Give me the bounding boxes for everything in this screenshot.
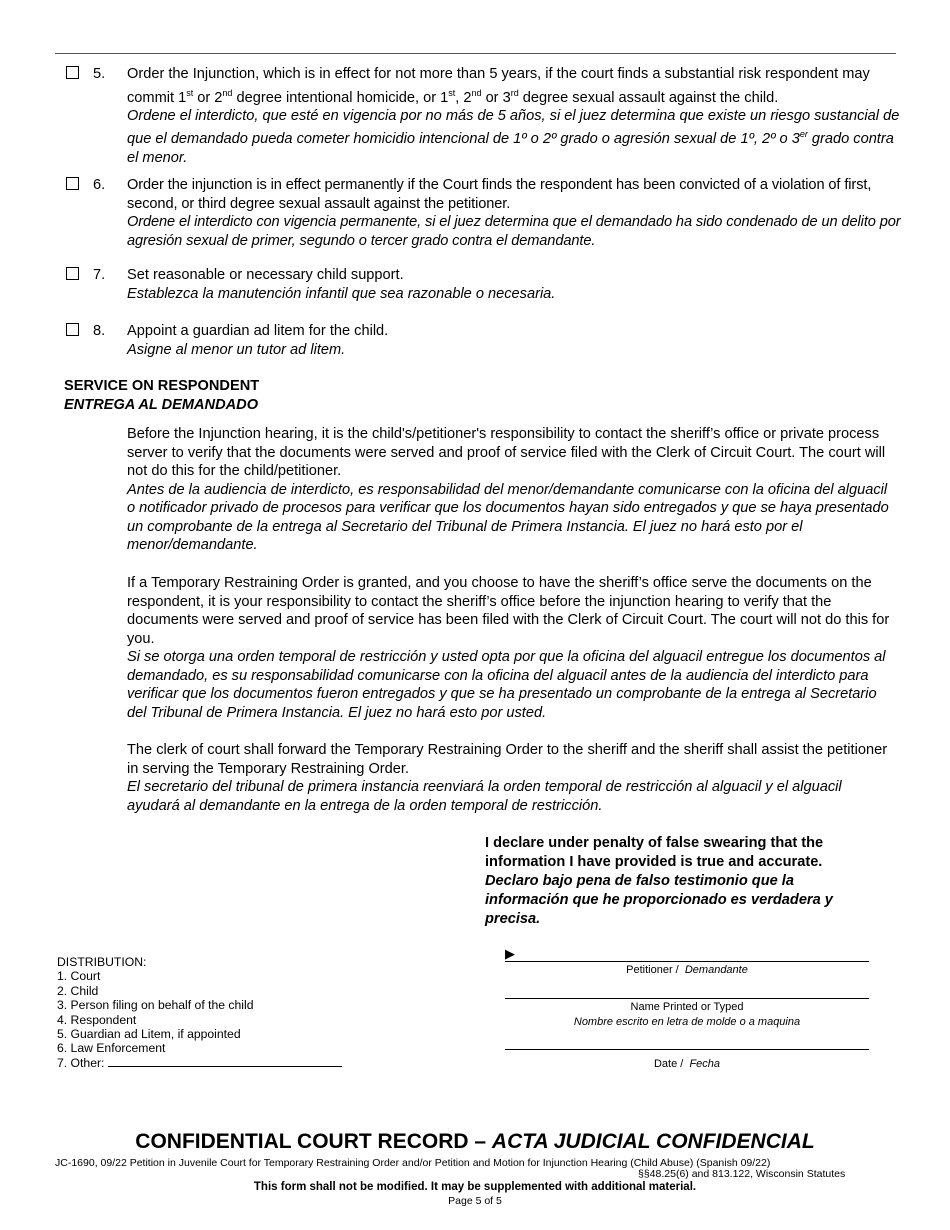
- declaration: [485, 834, 880, 929]
- item-5-text-en: Order the Injunction, which is in effect for not more than 5 years, if the court finds a substantial risk respondent may commit 1st or 2nd degree intentional homicide, or 1st, 2nd or 3rd degree sexual assault against the child.: [127, 66, 870, 106]
- service-paragraph-2-es: Si se otorga una orden temporal de restricción y usted opta por que la oficina del alguacil entregue los documentos al demandado, es su responsabilidad comunicarse con la oficina del alguacil antes de la audiencia del interdicto para verificar que los documentos fueron entregados y que se ha presentado un comprobante de la entrega al Secretario del Tribunal de Primera Instancia. El juez no hará esto por usted.: [127, 649, 886, 721]
- confidential-record-title: CONFIDENTIAL COURT RECORD – ACTA JUDICIAL CONFIDENCIAL: [135, 1130, 815, 1153]
- form-identifier: JC-1690, 09/22 Petition in Juvenile Court for Temporary Restraining Order and/or Petition and Motion for Injunction Hearing (Child Abuse) (Spanish 09/22): [55, 1157, 771, 1169]
- distribution-item: 2. Child: [57, 983, 99, 998]
- service-paragraph-2: [127, 574, 892, 722]
- signature-arrow-icon: ▶: [505, 946, 515, 961]
- item-8-text-en: Appoint a guardian ad litem for the child.: [127, 323, 389, 339]
- date-line[interactable]: [505, 1049, 869, 1050]
- item-7-checkbox[interactable]: [66, 267, 79, 280]
- declaration-en: I declare under penalty of false swearing that the information I have provided is true and accurate.: [485, 835, 824, 870]
- item-5-text-es: Ordene el interdicto, que esté en vigencia por no más de 5 años, si el juez determina que existe un riesgo sustancial de que el demandado pueda cometer homicidio intencional de 1º o 2º grado o agresión sexual de 1º, 2º o 3er grado contra el menor.: [127, 107, 900, 166]
- service-paragraph-3-en: The clerk of court shall forward the Temporary Restraining Order to the sheriff and the sheriff shall assist the petitioner in serving the Temporary Restraining Order.: [127, 742, 888, 777]
- item-7-text-es: Establezca la manutención infantil que sea razonable o necesaria.: [127, 285, 556, 302]
- service-heading-es: ENTREGA AL DEMANDADO: [64, 397, 259, 413]
- service-paragraph-2-en: If a Temporary Restraining Order is granted, and you choose to have the sheriff’s office serve the documents on the respondent, it is your responsibility to contact the sheriff’s office before the injunction hearing to verify that the documents were served and proof of service has been filed with the Clerk of Circuit Court. The court will not do this for you.: [127, 575, 890, 647]
- service-heading-en: SERVICE ON RESPONDENT: [64, 378, 260, 394]
- distribution-item: 6. Law Enforcement: [57, 1041, 166, 1056]
- distribution-other: 7. Other:: [57, 1056, 357, 1070]
- item-6-text-en: Order the injunction is in effect permanently if the Court finds the respondent has been convicted of a violation of first, second, or third degree sexual assault against the petitioner.: [127, 177, 872, 212]
- page-number: Page 5 of 5: [448, 1195, 502, 1207]
- name-printed-label: Name Printed or Typed Nombre escrito en letra de molde o a maquina: [573, 1001, 801, 1028]
- petitioner-label: Petitioner / Demandante: [626, 964, 748, 976]
- service-paragraph-1-en: Before the Injunction hearing, it is the child's/petitioner's responsibility to contact the sheriff’s office or private process server to verify that the documents were served and proof of service filed with the Clerk of Circuit Court. The court will not do this for the child/petitioner.: [127, 426, 886, 479]
- distribution-list: [57, 955, 357, 1070]
- item-5-checkbox[interactable]: [66, 66, 79, 79]
- distribution-item: 4. Respondent: [57, 1012, 137, 1027]
- item-5-number: 5.: [93, 66, 106, 82]
- distribution-other-field[interactable]: [108, 1056, 342, 1067]
- distribution-item: 3. Person filing on behalf of the child: [57, 998, 254, 1013]
- item-6-text-es: Ordene el interdicto con vigencia permanente, si el juez determina que el demandado ha sido condenado de un delito por agresión sexual de primer, segundo o tercer grado contra el demandante.: [127, 214, 901, 249]
- item-7-text-en: Set reasonable or necessary child support.: [127, 267, 404, 283]
- declaration-es: Declaro bajo pena de falso testimonio que la información que he proporcionado es verdadera y precisa.: [485, 873, 833, 927]
- service-paragraph-1: [127, 425, 892, 555]
- modification-notice: This form shall not be modified. It may be supplemented with additional material.: [253, 1181, 697, 1193]
- service-paragraph-3-es: El secretario del tribunal de primera instancia reenviará la orden temporal de restricción al alguacil y el alguacil ayudará al demandante en la entrega de la orden temporal de restricción.: [127, 779, 842, 814]
- top-rule: [55, 53, 896, 54]
- item-8-text-es: Asigne al menor un tutor ad litem.: [127, 341, 346, 358]
- item-8-checkbox[interactable]: [66, 323, 79, 336]
- distribution-heading: DISTRIBUTION:: [57, 955, 147, 969]
- date-label: Date / Fecha: [653, 1058, 721, 1070]
- petitioner-signature-line[interactable]: [505, 961, 869, 962]
- item-7-number: 7.: [93, 267, 106, 283]
- item-6-checkbox[interactable]: [66, 177, 79, 190]
- distribution-item: 1. Court: [57, 969, 101, 984]
- statutes-reference: §§48.25(6) and 813.122, Wisconsin Statutes: [638, 1168, 846, 1180]
- name-printed-line[interactable]: [505, 998, 869, 999]
- distribution-item: 5. Guardian ad Litem, if appointed: [57, 1027, 241, 1042]
- item-8-number: 8.: [93, 323, 106, 339]
- item-6-number: 6.: [93, 177, 106, 193]
- service-heading: [64, 377, 259, 415]
- service-paragraph-1-es: Antes de la audiencia de interdicto, es responsabilidad del menor/demandante comunicarse con la oficina del alguacil o notificador privado de procesos para verificar que los documentos hayan sido entregados y que se haya presentado un comprobante de la entrega al Secretario del Tribunal de Primera Instancia. El juez no hará esto por el menor/demandante.: [127, 481, 889, 553]
- service-paragraph-3: [127, 741, 892, 815]
